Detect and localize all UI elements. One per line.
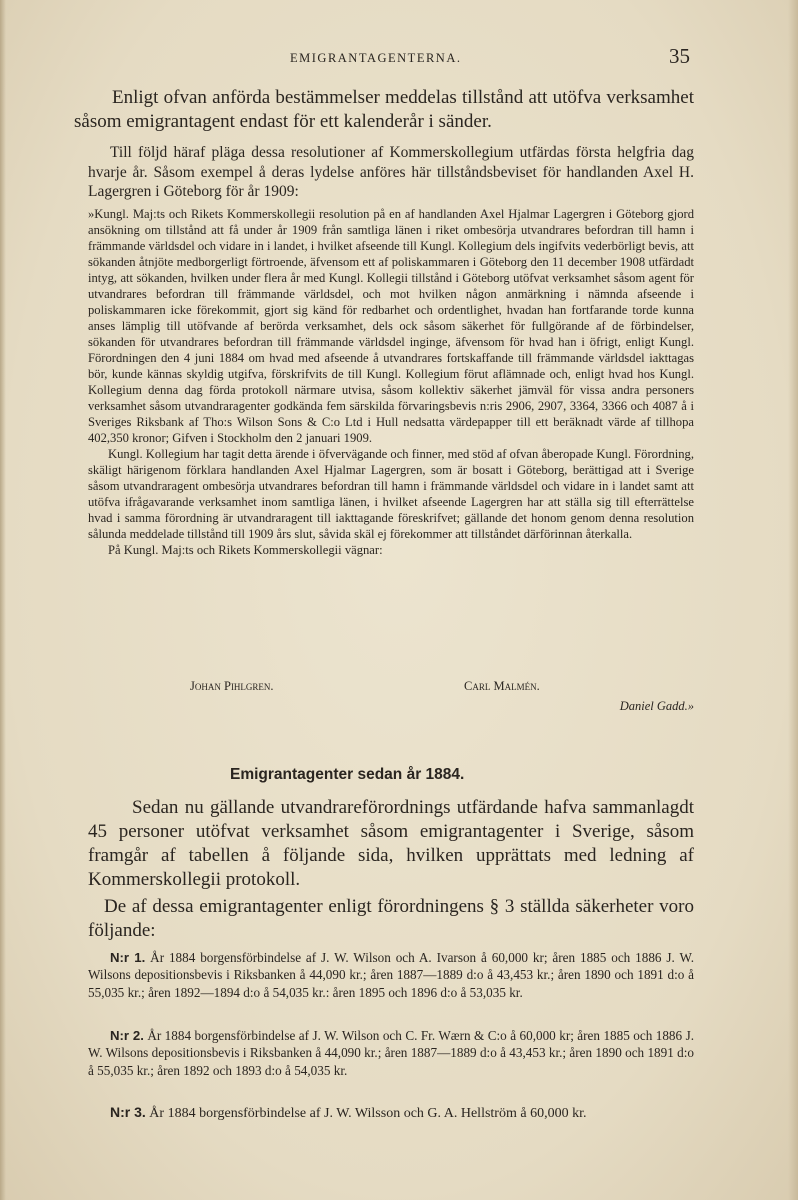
entry-text: År 1884 borgensförbindelse af J. W. Wilson och A. Ivarson å 60,000 kr; åren 1885 och 1886 J. W. Wilsons depositionsbevis i Riksbanken å 44,090 kr.; åren 1887—1889 d:o å 43,453 kr.; åren 1890 och 1891 d:o å 55,035 kr.; åren 1892—1894 d:o å 54,035 kr.: åren 1895 och 1896 d:o å 53,035 kr. — [88, 950, 694, 1000]
page-edge-left — [0, 0, 6, 1200]
signer-left: Johan Pihlgren. — [190, 679, 274, 693]
page-header — [290, 44, 690, 68]
signer-right: Carl Malmén. — [464, 679, 540, 693]
entry-number: N:r 3. — [110, 1104, 146, 1120]
intro-paragraph-1: Enligt ofvan anförda bestämmelser meddelas tillstånd att utöfva verksamhet såsom emigrantagent endast för ett kalenderår i sänder. — [74, 87, 694, 132]
intro-paragraph-2: Till följd häraf pläga dessa resolutioner af Kommerskollegium utfärdas första helgfria dag hvarje år. Såsom exempel å deras lydelse anföres här tillståndsbeviset för handlanden Axel H. Lagergren i Göteborg för år 1909: — [88, 144, 694, 200]
page-edge-right — [788, 0, 798, 1200]
section-paragraph-2: De af dessa emigrantagenter enligt förordningens § 3 ställda säkerheter voro följande: — [88, 896, 694, 941]
resolution-paragraph-1: »Kungl. Maj:ts och Rikets Kommerskollegii resolution på en af handlanden Axel Hjalmar Lagergren i Göteborg gjord ansökning om tillstånd att få under år 1909 från samtliga länen i riket ombesörja utvandrares befordran till hamn i främmande världsdel och vidare in i landet, i hvilket afseende till Kungl. Kollegium dels ingifvits vederbörligt bevis, att sökanden åtnjöte medborgerligt förtroende, äfvensom ett af poliskammaren i Göteborg den 11 december 1908 utfärdadt intyg, att sökanden, hvilken under flera år med Kungl. Kollegii tillstånd i Göteborg utöfvat verksamhet såsom agent för utvandrares befordran till främmande världsdel, och mot hvilken någon anmärkning i nämnda afseende i poliskammaren icke förekommit, gjort sig känd för redbarhet och ordentlighet, hvadan han fortfarande torde kunna anses lämplig till utöfvande af berörda verksamhet, dels ock såsom säkerhet för fullgörande af de förbindelser, sökanden för utvandrares befordran till främmande världsdel inginge, äfvensom för hvad han i öfrigt, enligt Kungl. Förordningen den 4 juni 1884 om hvad med afseende å utvandrares fortskaffande till främmande världsdel iakttagas bör, kunde kännas skyldig utgifva, förskrifvits de till Kungl. Kollegium förut aflämnade och, enligt hvad hos Kungl. Kollegium denna dag förda protokoll närmare utvisa, såsom kollektiv säkerhet jämväl för vissa andra personers verksamhet såsom utvandraragenter godkända fem särskilda förvaringsbevis n:ris 2906, 2907, 3364, 3366 och 4087 å i Sveriges Riksbank af Tho:s Wilson Sons & C:o Ltd i Hull nedsatta värdepapper till ett beräknadt värde af tillhopa 402,350 kronor; Gifven i Stockholm den 2 januari 1909. — [88, 207, 694, 445]
entry-2 — [88, 1027, 694, 1079]
resolution-paragraph-2: Kungl. Kollegium har tagit detta ärende i öfvervägande och finner, med stöd af ofvan åberopade Kungl. Förordning, skäligt härigenom förklara handlanden Axel Hjalmar Lagergren, som är bosatt i Göteborg, berättigad att i Sverige såsom utvandraragent ombesörja utvandrares befordran till hamn i främmande världsdel och vidare in i landet samt att utöfva ifrågavarande verksamhet inom samtliga länen, i hvilket afseende Lagergren har att ställa sig till efterrättelse hvad i samma förordning är utvandraragent till iakttagande föreskrifvet; gällande det honom genom denna resolution sålunda meddelade tillstånd till 1909 års slut, såvida skäl ej förekommer att tillståndet därförinnan återkalla. — [88, 447, 694, 541]
resolution-quote — [88, 206, 694, 558]
clerk-signature: Daniel Gadd.» — [619, 699, 694, 713]
section-heading: Emigrantagenter sedan år 1884. — [230, 766, 465, 783]
page-number: 35 — [669, 44, 690, 68]
entry-text: År 1884 borgensförbindelse af J. W. Wilson och C. Fr. Wærn & C:o å 60,000 kr; åren 1885 och 1886 J. W. Wilsons depositionsbevis i Riksbanken å 44,090 kr.; åren 1887—1889 d:o å 43,453 kr.; åren 1890 och 1891 d:o å 55,035 kr.; åren 1892 och 1893 d:o å 54,035 kr. — [88, 1028, 694, 1078]
entry-text: År 1884 borgensförbindelse af J. W. Wilsson och G. A. Hellström å 60,000 kr. — [149, 1106, 587, 1121]
running-title: EMIGRANTAGENTERNA. — [290, 51, 462, 65]
entry-number: N:r 1. — [110, 950, 146, 965]
entry-1 — [88, 949, 694, 1001]
entry-number: N:r 2. — [110, 1028, 144, 1043]
section-paragraph-1: Sedan nu gällande utvandrareförordnings utfärdande hafva sammanlagdt 45 personer utöfvat verksamhet såsom emigrantagenter i Sverige, såsom framgår af tabellen å följande sida, hvilken upprättats med ledning af Kommerskollegii protokoll. — [88, 797, 694, 890]
resolution-paragraph-3: På Kungl. Maj:ts och Rikets Kommerskollegii vägnar: — [108, 543, 383, 557]
entry-3 — [110, 1104, 700, 1122]
